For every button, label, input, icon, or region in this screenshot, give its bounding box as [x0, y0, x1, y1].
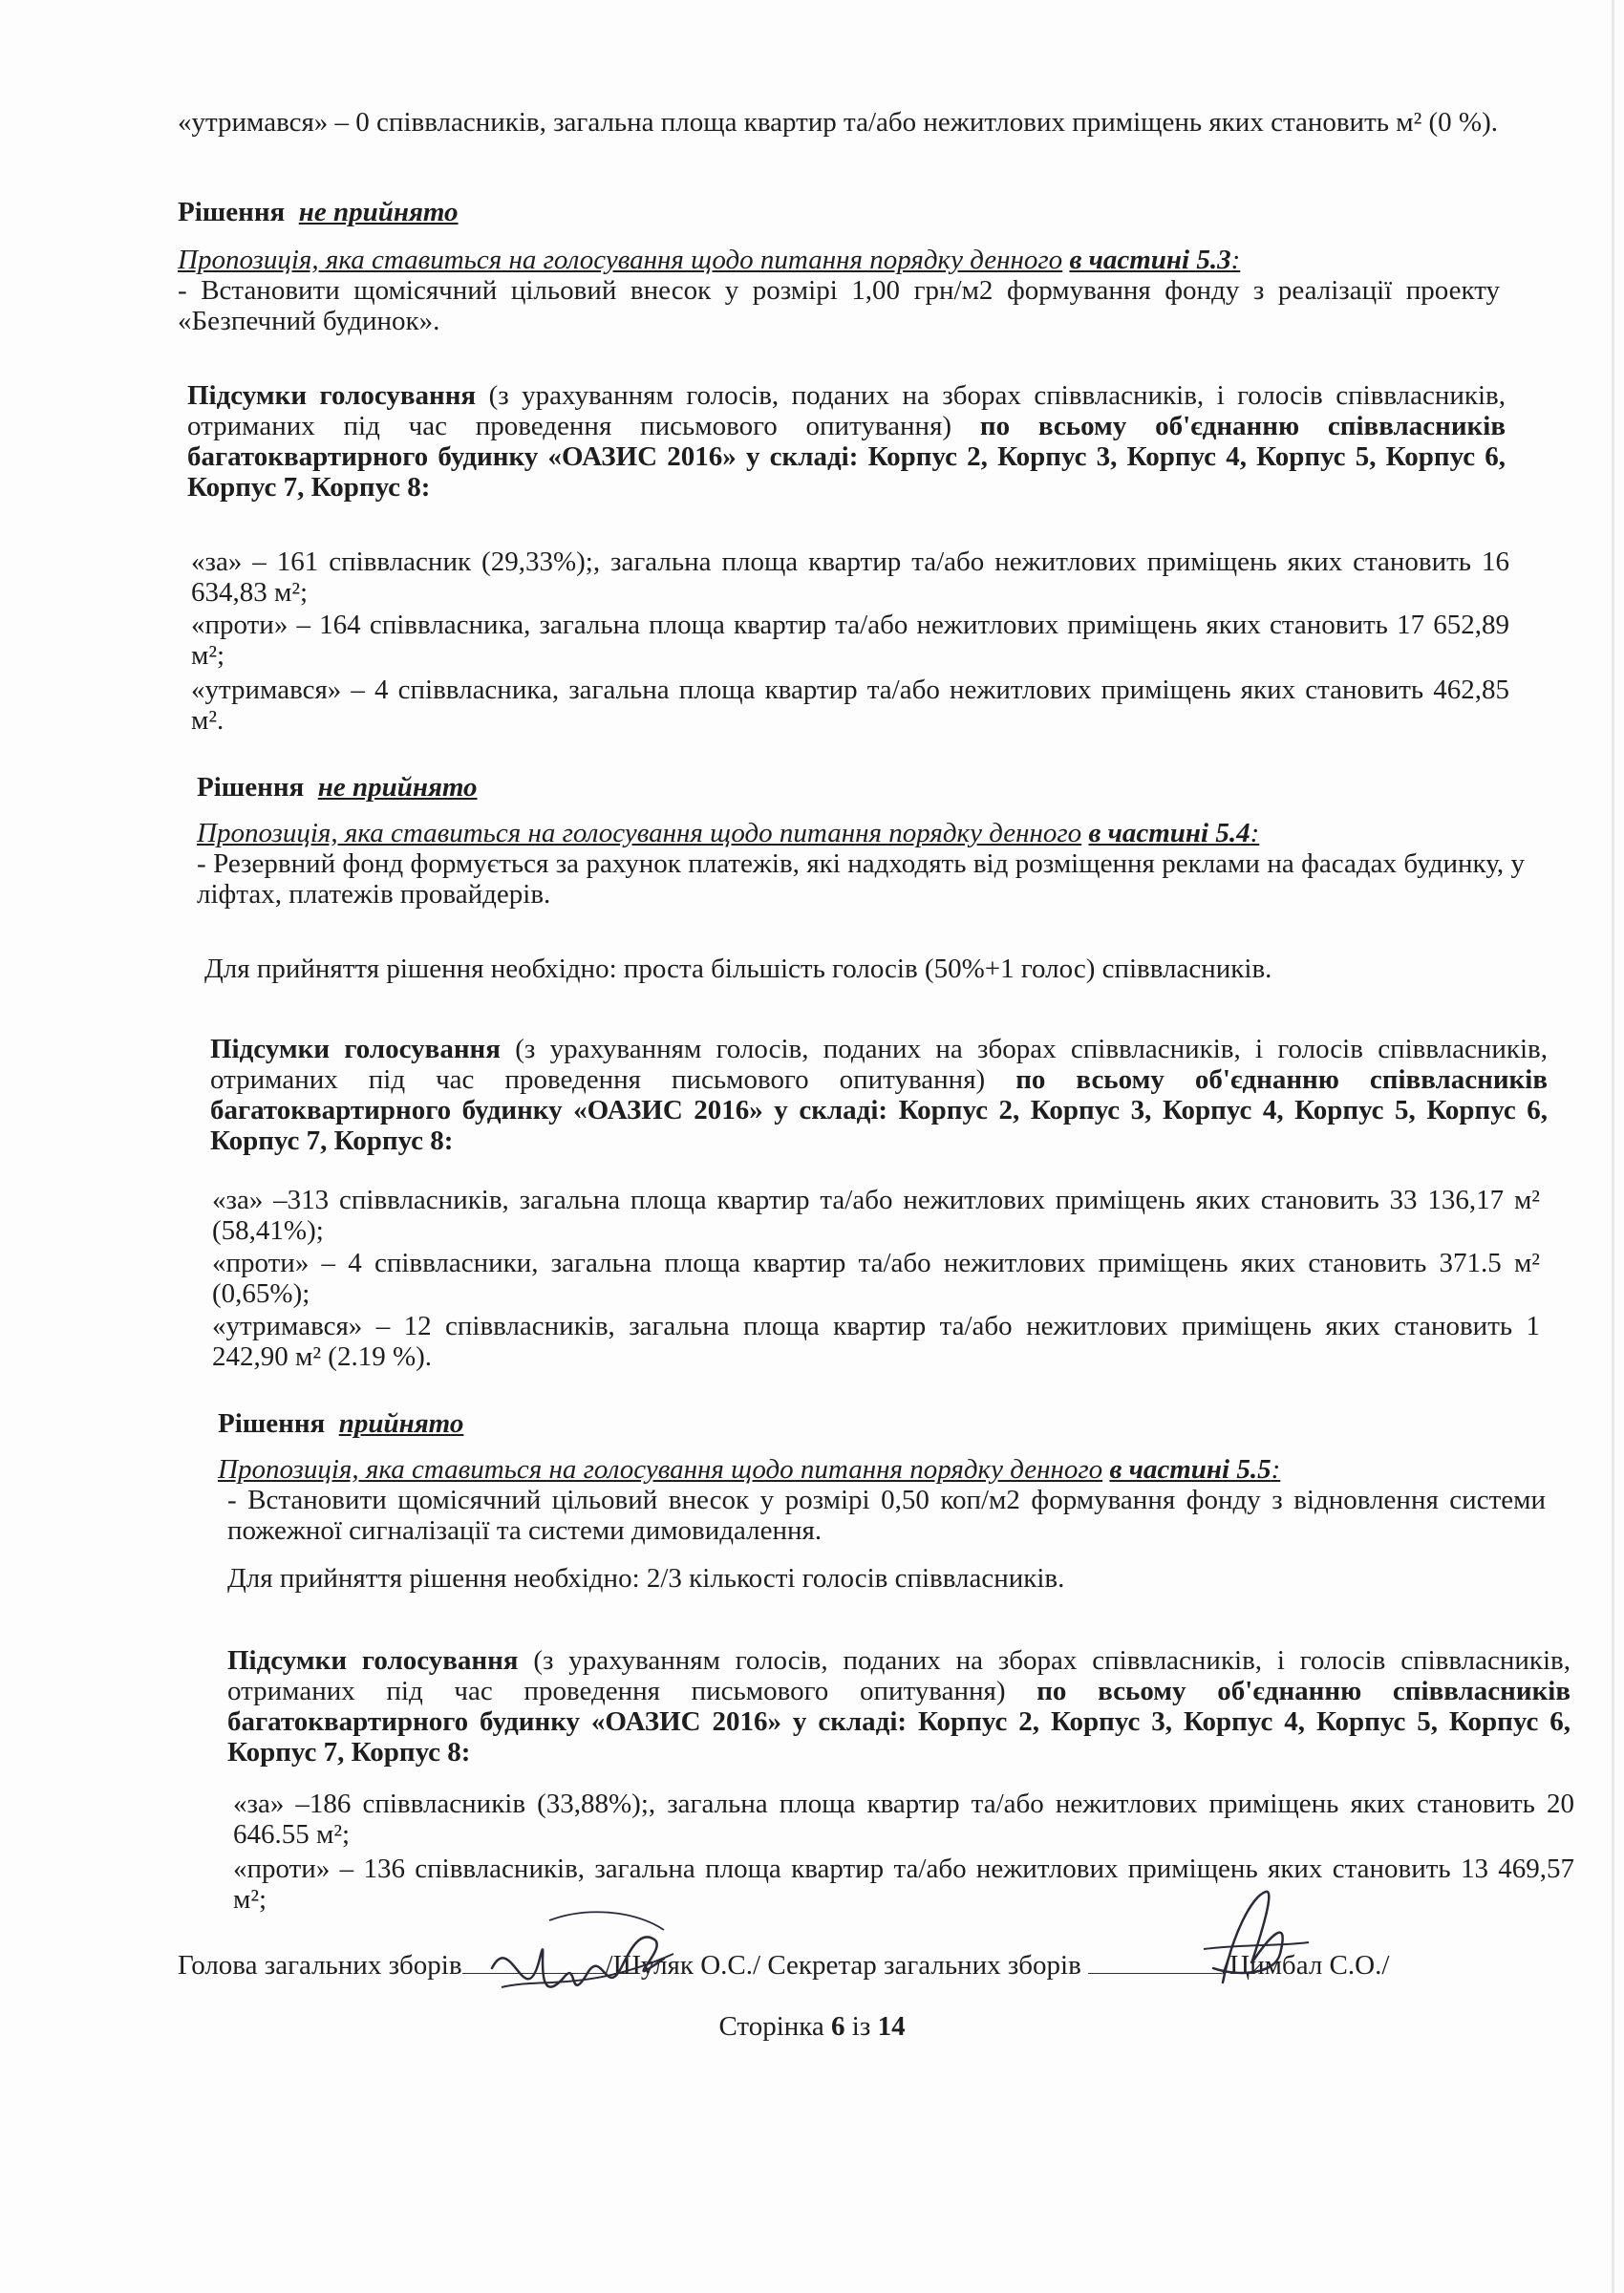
secretary-signature-icon — [1185, 1877, 1318, 2002]
secretary-name: /Цимбал С.О./ — [1222, 1950, 1390, 1981]
results-5-4: Підсумки голосування (з урахуванням голосів, поданих на зборах співвласників, і голосів співвласників, отриманих під час проведення письмового опитування) по всьому об'єднанню співвласників багатоквартирного будинку «ОАЗИС 2016» у складі: Корпус 2, Корпус 3, Корпус 4, Корпус 5, Корпус 6, Корпус 7, Корпус 8: — [210, 1034, 1549, 1156]
chair-label: Голова загальних зборів — [178, 1950, 462, 1981]
vote-abstained-5-3: «утримався» – 4 співвласника, загальна площа квартир та/або нежитлових приміщень яких становить 462,85 м². — [191, 675, 1509, 736]
vote-against-5-5: «проти» – 136 співвласників, загальна площа квартир та/або нежитлових приміщень яких становить 13 469,57 м²; — [233, 1854, 1574, 1915]
intro-abstained-line: «утримався» – 0 співвласників, загальна площа квартир та/або нежитлових приміщень яких становить м² (0 %). — [178, 107, 1498, 138]
vote-for-5-5: «за» –186 співвласників (33,88%);, загальна площа квартир та/або нежитлових приміщень яких становить 20 646.55 м²; — [233, 1789, 1574, 1850]
chair-signature-icon — [473, 1901, 693, 2025]
proposal-heading-5-4: Пропозиція, яка ставиться на голосування щодо питання порядку денного в частині 5.4: — [197, 818, 1260, 848]
decision-5-3: Рішення не прийнято — [197, 772, 478, 803]
requirement-5-5: Для прийняття рішення необхідно: 2/3 кількості голосів співвласників. — [227, 1563, 1065, 1594]
page-number: Сторінка 6 із 14 — [718, 2011, 906, 2042]
requirement-5-4: Для прийняття рішення необхідно: проста більшість голосів (50%+1 голос) співвласників. — [204, 954, 1272, 984]
proposal-text-5-5: - Встановити щомісячний цільовий внесок у розмірі 0,50 коп/м2 формування фонду з відновлення системи пожежної сигналізації та системи димовидалення. — [227, 1485, 1546, 1546]
proposal-text-5-3: - Встановити щомісячний цільовий внесок у розмірі 1,00 грн/м2 формування фонду з реалізації проекту «Безпечний будинок». — [178, 275, 1500, 336]
secretary-label: Секретар загальних зборів — [767, 1950, 1081, 1981]
decision-5-4: Рішення прийнято — [218, 1408, 464, 1439]
vote-for-5-3: «за» – 161 співвласник (29,33%);, загальна площа квартир та/або нежитлових приміщень яких становить 16 634,83 м²; — [191, 546, 1509, 608]
results-5-5: Підсумки голосування (з урахуванням голосів, поданих на зборах співвласників, і голосів співвласників, отриманих під час проведення письмового опитування) по всьому об'єднанню співвласників багатоквартирного будинку «ОАЗИС 2016» у складі: Корпус 2, Корпус 3, Корпус 4, Корпус 5, Корпус 6, Корпус 7, Корпус 8: — [227, 1645, 1571, 1768]
intro-decision: Рішення не прийнято — [178, 197, 459, 227]
results-5-3: Підсумки голосування (з урахуванням голосів, поданих на зборах співвласників, і голосів співвласників, отриманих під час проведення письмового опитування) по всьому об'єднанню співвласників багатоквартирного будинку «ОАЗИС 2016» у складі: Корпус 2, Корпус 3, Корпус 4, Корпус 5, Корпус 6, Корпус 7, Корпус 8: — [187, 380, 1506, 503]
vote-against-5-3: «проти» – 164 співвласника, загальна площа квартир та/або нежитлових приміщень яких становить 17 652,89 м²; — [191, 610, 1509, 671]
vote-for-5-4: «за» –313 співвласників, загальна площа квартир та/або нежитлових приміщень яких становить 33 136,17 м² (58,41%); — [212, 1185, 1540, 1246]
proposal-heading-5-5: Пропозиція, яка ставиться на голосування щодо питання порядку денного в частині 5.5: — [218, 1454, 1281, 1485]
vote-against-5-4: «проти» – 4 співвласники, загальна площа квартир та/або нежитлових приміщень яких становить 371.5 м² (0,65%); — [212, 1248, 1540, 1309]
chair-name: /Шуляк О.С./ — [605, 1950, 761, 1981]
proposal-heading-5-3: Пропозиція, яка ставиться на голосування щодо питання порядку денного в частині 5.3: — [178, 245, 1241, 275]
proposal-text-5-4: - Резервний фонд формується за рахунок платежів, які надходять від розміщення реклами на фасадах будинку, у ліфтах, платежів провайдерів. — [197, 848, 1525, 910]
vote-abstained-5-4: «утримався» – 12 співвласників, загальна площа квартир та/або нежитлових приміщень яких становить 1 242,90 м² (2.19 %). — [212, 1311, 1540, 1372]
